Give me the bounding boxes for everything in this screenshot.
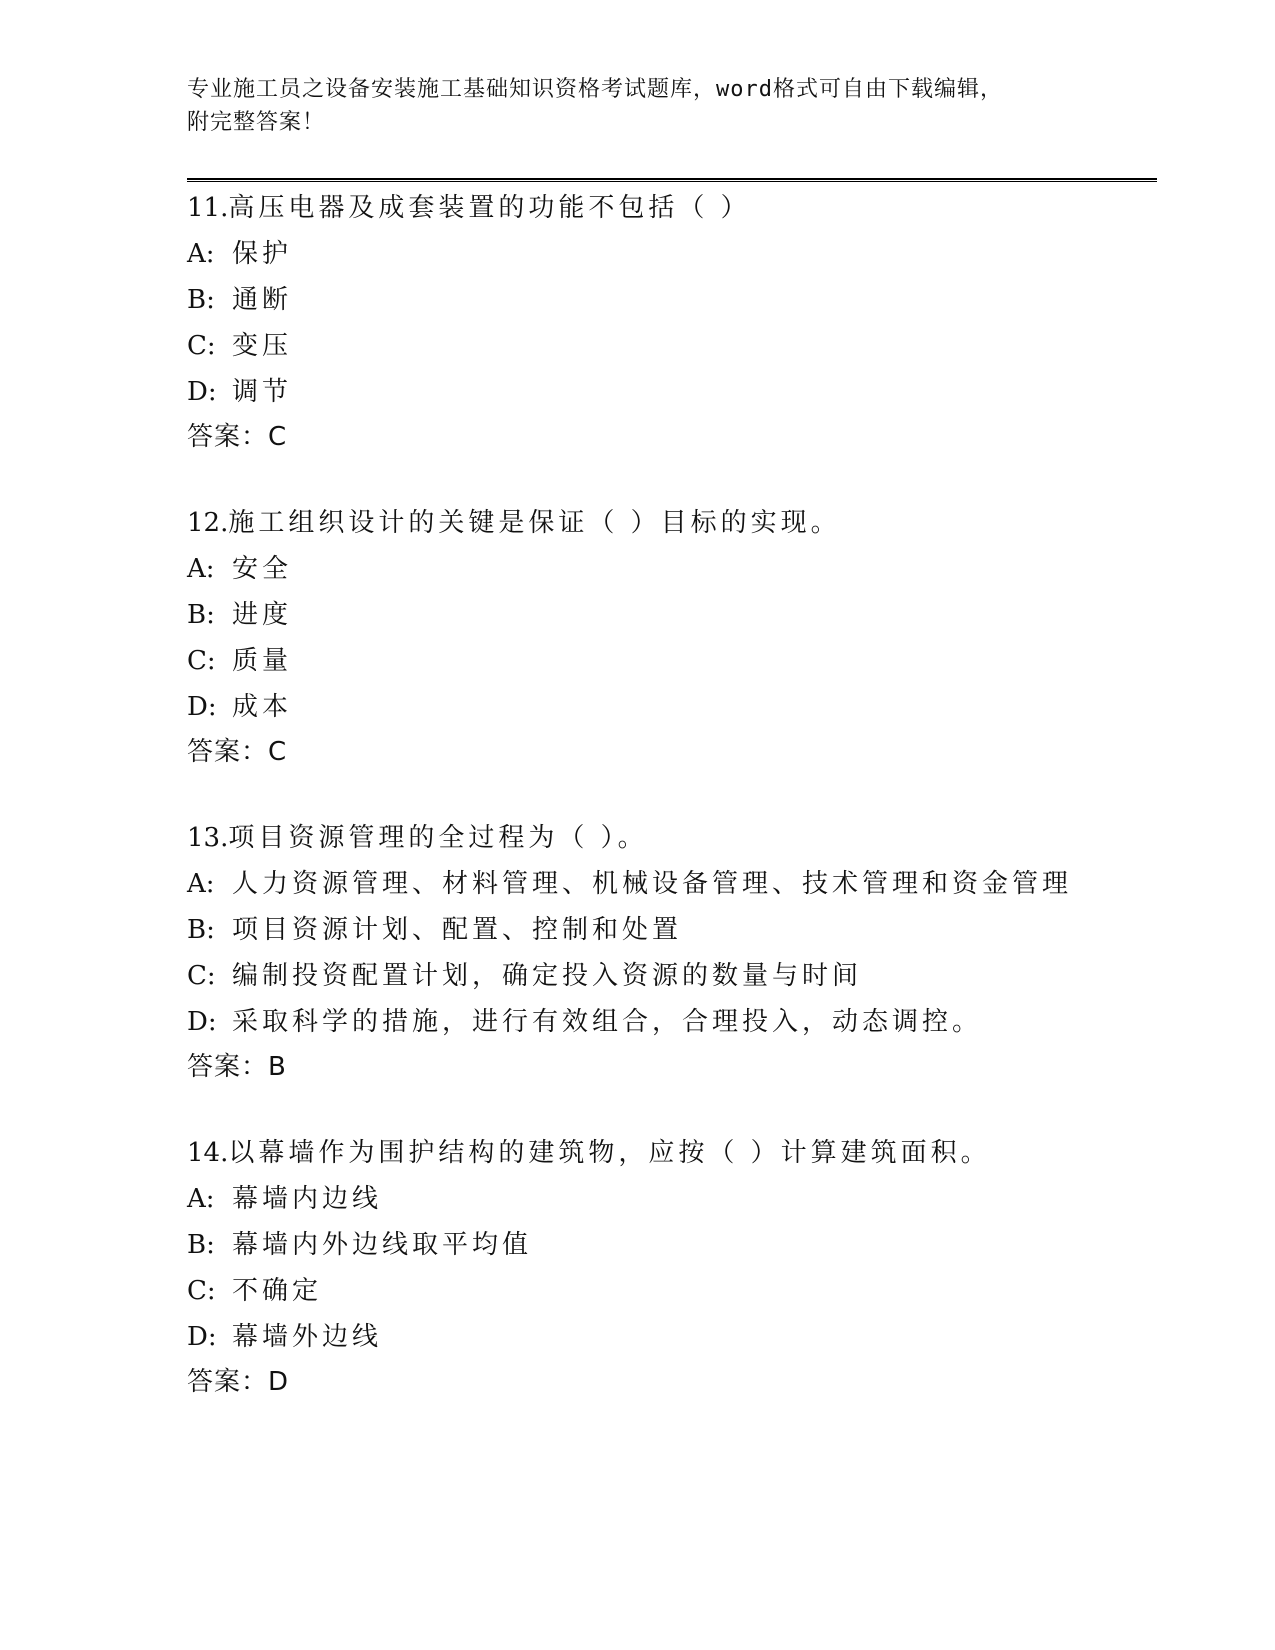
option-text: 进度: [232, 600, 293, 630]
option-key: C:: [187, 646, 216, 676]
question-13: [187, 815, 1157, 1089]
option-text: 采取科学的措施，进行有效组合，合理投入，动态调控。: [232, 1007, 983, 1037]
option-b: [187, 592, 1157, 638]
option-text: 幕墙内外边线取平均值: [232, 1230, 533, 1260]
option-d: [187, 369, 1157, 415]
option-key: D:: [187, 1322, 217, 1352]
option-text: 成本: [232, 692, 293, 722]
question-title: [187, 815, 1157, 861]
question-number: 12.: [187, 508, 229, 538]
option-c: [187, 638, 1157, 684]
option-a: [187, 231, 1157, 277]
option-key: C:: [187, 331, 216, 361]
answer-line: 答案：C: [187, 737, 288, 767]
option-d: [187, 684, 1157, 730]
header-line-1: 专业施工员之设备安装施工基础知识资格考试题库，word格式可自由下载编辑，: [187, 77, 1003, 102]
question-title: [187, 1130, 1157, 1176]
option-a: [187, 546, 1157, 592]
option-b: [187, 1222, 1157, 1268]
option-text: 通断: [232, 285, 293, 315]
option-key: B:: [187, 1230, 215, 1260]
option-text: 变压: [232, 331, 293, 361]
option-d: [187, 1314, 1157, 1360]
question-12: [187, 500, 1157, 774]
option-b: [187, 907, 1157, 953]
header-divider: [187, 178, 1157, 182]
question-number: 13.: [187, 823, 229, 853]
option-text: 幕墙外边线: [232, 1322, 383, 1352]
document-header: [187, 73, 1087, 139]
option-key: B:: [187, 915, 215, 945]
option-key: D:: [187, 1007, 217, 1037]
option-text: 不确定: [232, 1276, 323, 1306]
answer-line: 答案：C: [187, 422, 288, 452]
option-a: [187, 861, 1157, 907]
option-a: [187, 1176, 1157, 1222]
question-text: 施工组织设计的关键是保证（ ）目标的实现。: [228, 508, 841, 538]
option-b: [187, 277, 1157, 323]
option-key: B:: [187, 285, 215, 315]
option-key: A:: [187, 239, 215, 269]
option-key: A:: [187, 554, 215, 584]
option-text: 安全: [232, 554, 293, 584]
question-title: [187, 185, 1157, 231]
option-key: C:: [187, 1276, 216, 1306]
option-text: 保护: [232, 239, 293, 269]
question-11: [187, 185, 1157, 459]
answer-line: 答案：B: [187, 1052, 287, 1082]
question-number: 11.: [187, 193, 229, 223]
option-key: B:: [187, 600, 215, 630]
question-14: [187, 1130, 1157, 1404]
option-text: 质量: [232, 646, 293, 676]
option-c: [187, 1268, 1157, 1314]
question-text: 高压电器及成套装置的功能不包括（ ）: [228, 193, 751, 223]
option-key: D:: [187, 377, 217, 407]
option-text: 调节: [232, 377, 293, 407]
header-line-2: 附完整答案！: [187, 110, 326, 135]
answer-line: 答案：D: [187, 1367, 290, 1397]
question-number: 14.: [187, 1138, 229, 1168]
option-key: A:: [187, 869, 215, 899]
option-text: 编制投资配置计划，确定投入资源的数量与时间: [232, 961, 863, 991]
option-text: 项目资源计划、配置、控制和处置: [232, 915, 683, 945]
option-key: C:: [187, 961, 216, 991]
option-d: [187, 999, 1157, 1045]
question-text: 以幕墙作为围护结构的建筑物，应按（ ）计算建筑面积。: [228, 1138, 991, 1168]
document-page: [187, 0, 1157, 1650]
option-text: 幕墙内边线: [232, 1184, 383, 1214]
option-c: [187, 953, 1157, 999]
option-c: [187, 323, 1157, 369]
question-title: [187, 500, 1157, 546]
option-key: D:: [187, 692, 217, 722]
question-text: 项目资源管理的全过程为（ ）。: [228, 823, 648, 853]
option-text: 人力资源管理、材料管理、机械设备管理、技术管理和资金管理: [232, 869, 1073, 899]
option-key: A:: [187, 1184, 215, 1214]
